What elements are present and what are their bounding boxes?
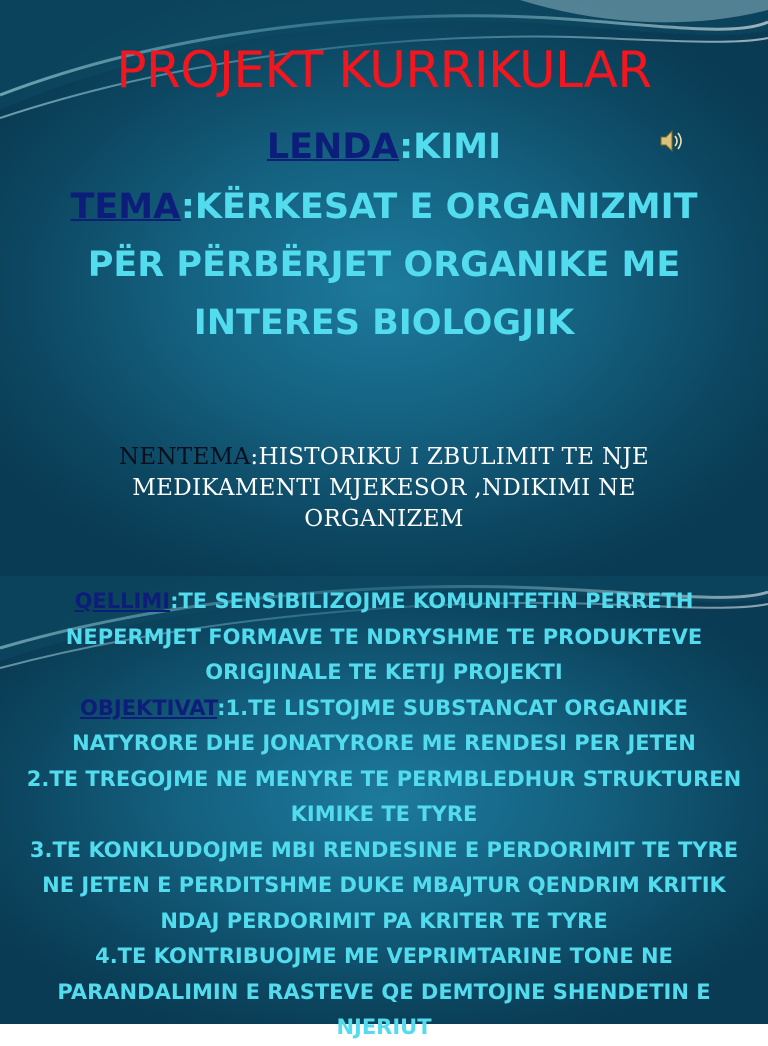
objective-2-line-1: 2.TE TREGOJME NE MENYRE TE PERMBLEDHUR STRUKTUREN bbox=[26, 766, 742, 791]
goal-line-1: :TE SENSIBILIZOJME KOMUNITETIN PERRETH bbox=[170, 589, 694, 613]
theme-line-2: PËR PËRBËRJET ORGANIKE ME bbox=[87, 245, 681, 285]
objective-3-line-1: 3.TE KONKLUDOJME MBI RENDESINE E PERDORIMIT TE TYRE bbox=[29, 837, 739, 862]
slide-2 bbox=[0, 576, 768, 1039]
speaker-icon[interactable] bbox=[655, 126, 685, 156]
subject-value: :KIMI bbox=[399, 127, 502, 167]
subtopic-line-3: ORGANIZEM bbox=[304, 506, 464, 532]
objective-4-line-2: PARANDALIMIN E RASTEVE QE DEMTOJNE SHENDETIN E bbox=[57, 979, 711, 1004]
objective-3-line-3: NDAJ PERDORIMIT PA KRITER TE TYRE bbox=[160, 908, 608, 933]
subject-label: LENDA bbox=[266, 127, 400, 167]
goals-objectives-block bbox=[0, 584, 768, 1046]
subtopic-line-1: :HISTORIKU I ZBULIMIT TE NJE bbox=[250, 444, 650, 470]
subtopic-block bbox=[40, 442, 728, 535]
goal-line-3: ORIGJINALE TE KETIJ PROJEKTI bbox=[205, 660, 563, 684]
objective-4-line-3: NJERIUT bbox=[336, 1015, 432, 1039]
slide-title: PROJEKT KURRIKULAR bbox=[116, 41, 652, 99]
goal-label: QELLIMI bbox=[74, 589, 171, 613]
theme-line-1: :KËRKESAT E ORGANIZMIT bbox=[180, 187, 698, 227]
goal-line-2: NEPERMJET FORMAVE TE NDRYSHME TE PRODUKTEVE bbox=[65, 624, 703, 649]
objective-3-line-2: NE JETEN E PERDITSHME DUKE MBAJTUR QENDRIM KRITIK bbox=[42, 873, 726, 897]
objective-1-line-1: :1.TE LISTOJME SUBSTANCAT ORGANIKE bbox=[217, 695, 688, 720]
subtopic-label: NENTEMA bbox=[118, 444, 251, 470]
objective-2-line-2: KIMIKE TE TYRE bbox=[290, 802, 478, 826]
theme-label: TEMA bbox=[70, 187, 181, 227]
objective-4-line-1: 4.TE KONTRIBUOJME ME VEPRIMTARINE TONE NE bbox=[95, 944, 673, 968]
subject-line bbox=[0, 118, 768, 176]
theme-line-3: INTERES BIOLOGJIK bbox=[193, 303, 575, 343]
objective-1-line-2: NATYRORE DHE JONATYRORE ME RENDESI PER JETEN bbox=[72, 731, 696, 755]
objectives-label: OBJEKTIVAT bbox=[80, 695, 218, 720]
subtopic-line-2: MEDIKAMENTI MJEKESOR ,NDIKIMI NE bbox=[132, 475, 636, 501]
theme-block bbox=[0, 178, 768, 352]
